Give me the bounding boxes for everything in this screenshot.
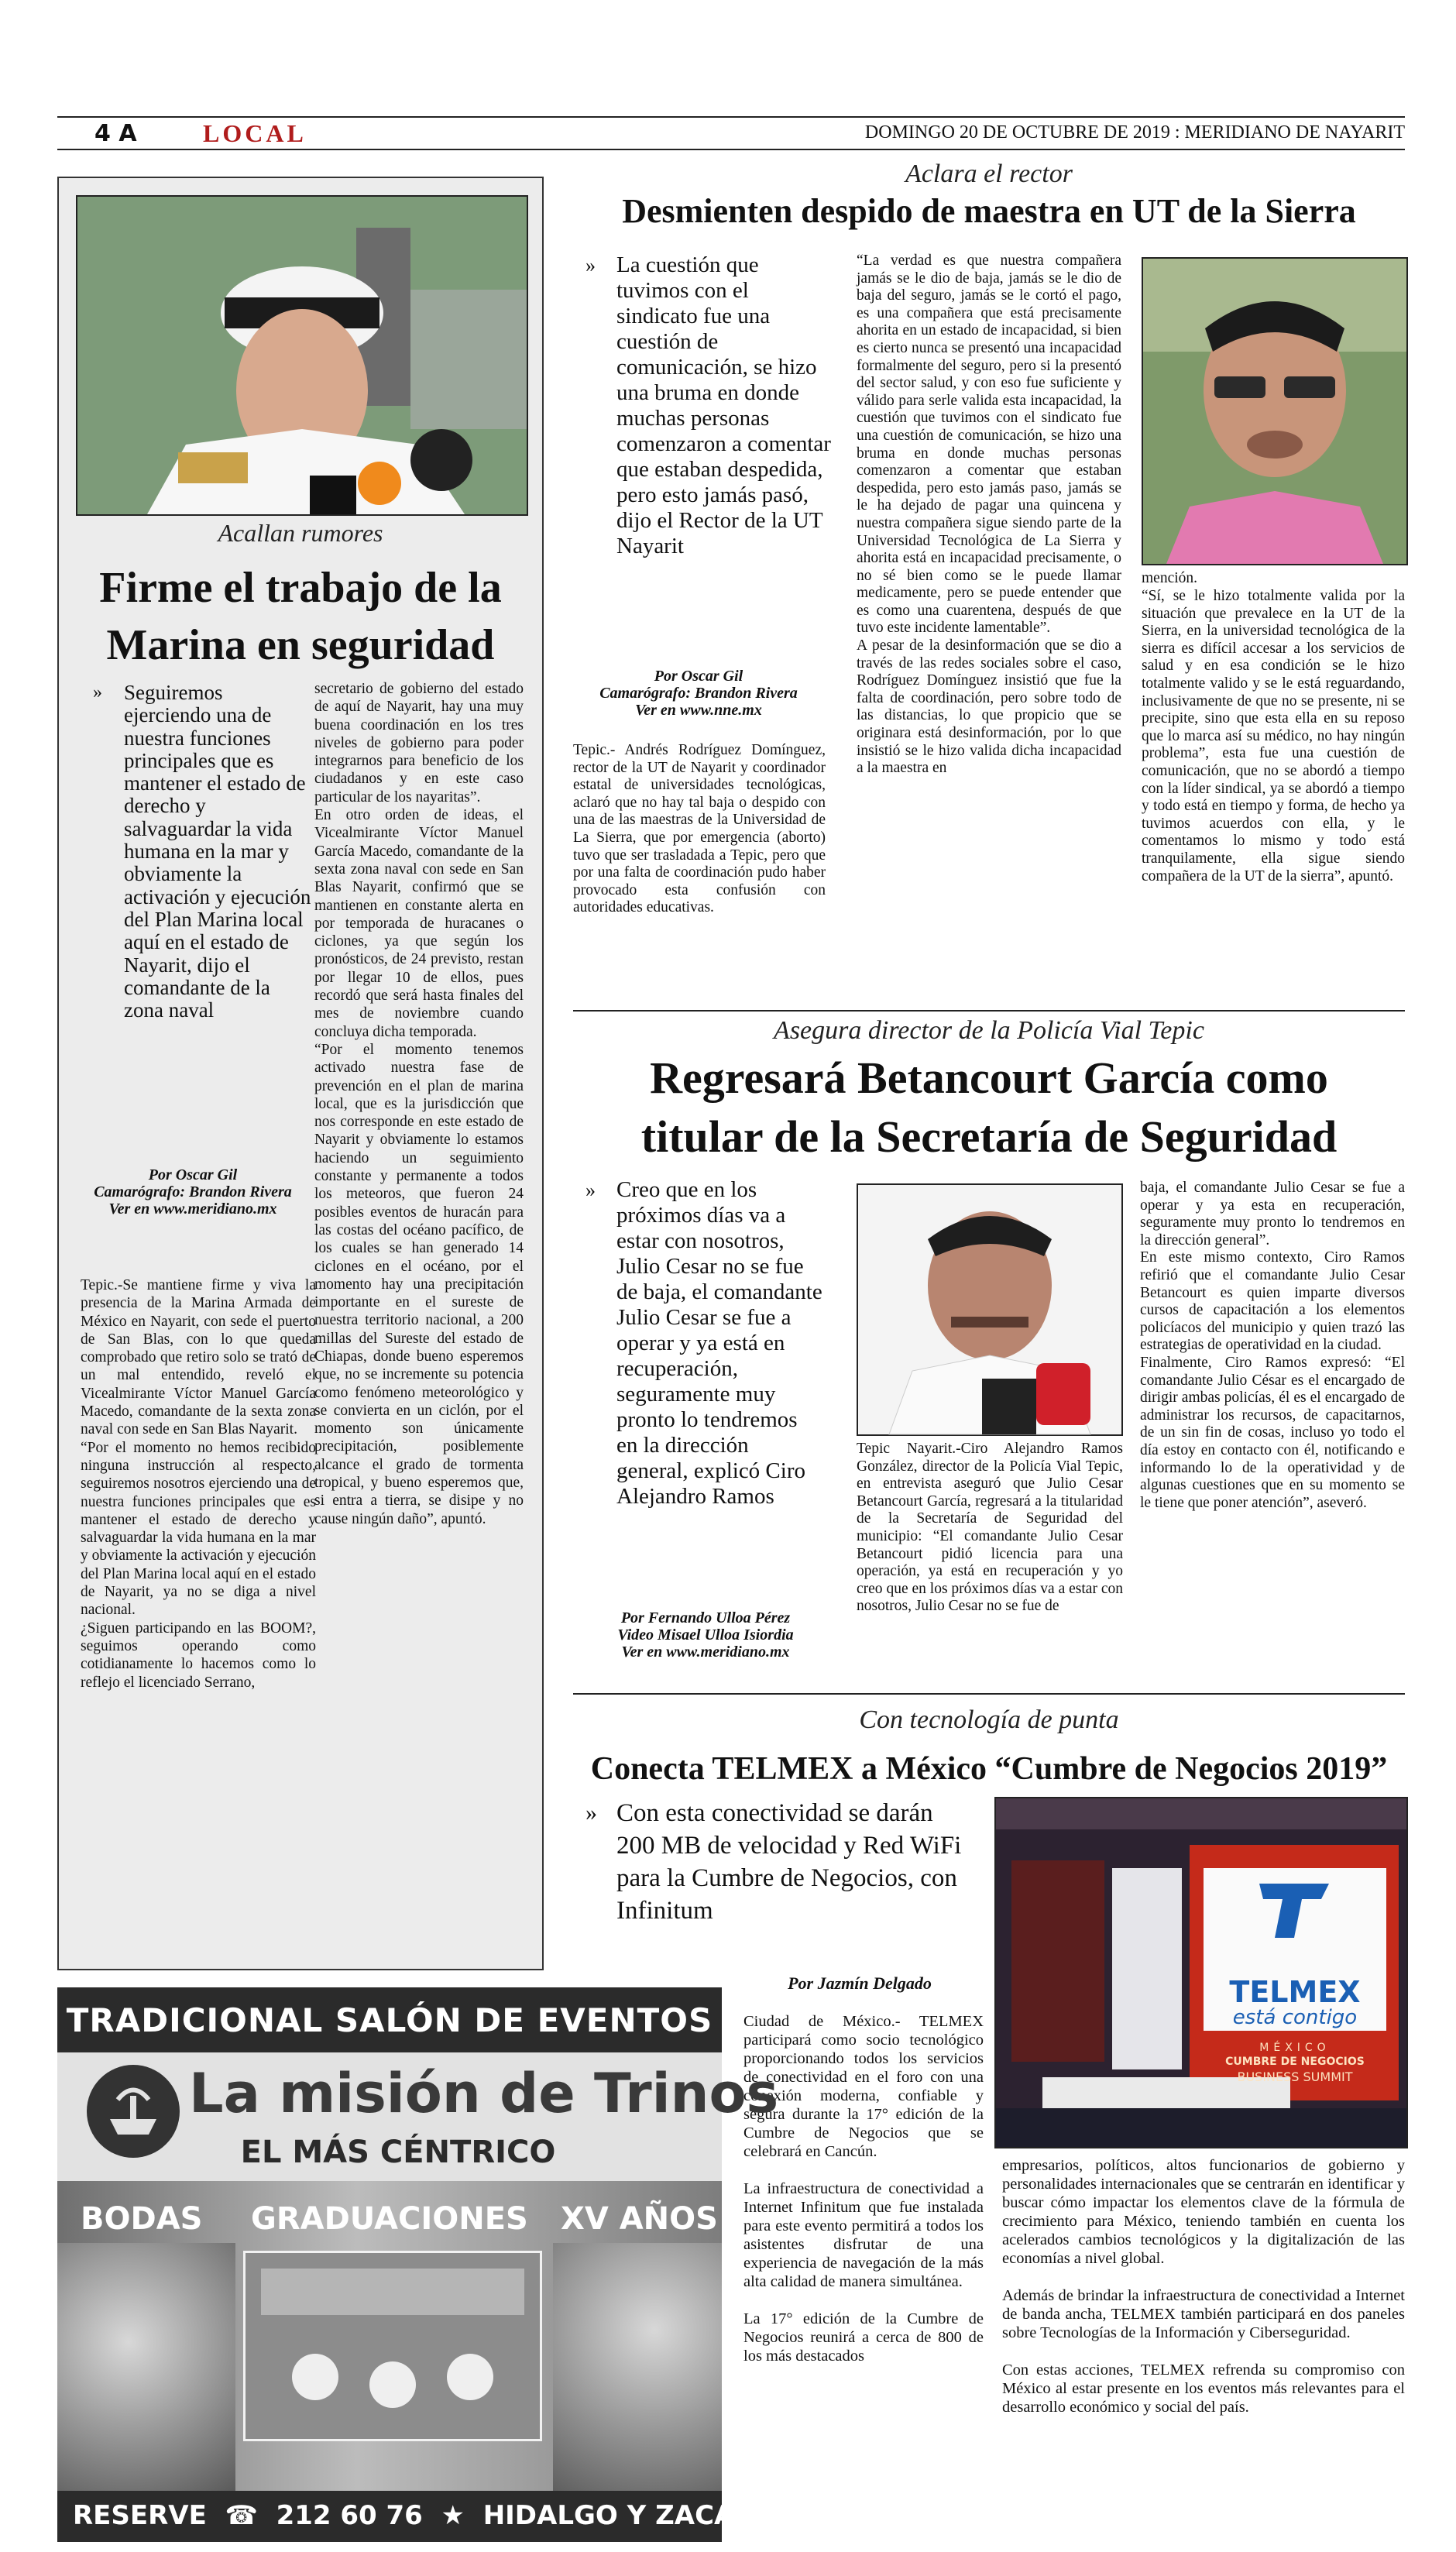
ut-divider (573, 1010, 1405, 1012)
marina-byline-link: Ver en www.meridiano.mx (108, 1200, 277, 1218)
dateline: DOMINGO 20 DE OCTUBRE DE 2019 : MERIDIANO DE NAYARIT (864, 122, 1405, 143)
ut-body-right: “Sí, se le hizo totalmente valida por la situación que prevalece en la UT de la Sierra, en la universidad tecnológica de la sierra es difícil accesar a los servicios de salud y en esa condición se le hizo totalmente valido y se le está reguardando, inclusivamente de que no se presente, ni se precipite, sino que esta ella en su reposo que lo marca así su médico, no hay ningún problema”, esta fue una cuestión de comunicación, que no se abordó a tiempo con la líder sindical, ya se abordó a tiempo y todo está en tiempo y forma, de hecho ya tuvimos acuerdos con ella, y le comentamos lo mismo y todo está tranquilamente, ella sigue siendo compañera de la UT de la sierra”, apuntó. (1142, 588, 1405, 884)
vial-lead (585, 1177, 822, 1510)
telmex-byline: Por Jazmín Delgado (788, 1973, 932, 1993)
ut-kicker: Aclara el rector (905, 160, 1073, 188)
ad-couple-photo (57, 2243, 235, 2491)
ad-quinceanera-photo (553, 2243, 722, 2491)
vial-byline-author: Por Fernando Ulloa Pérez (620, 1609, 791, 1626)
vial-photo (857, 1183, 1123, 1436)
ad-category-xv: XV AÑOS (561, 2201, 718, 2237)
ad-address: HIDALGO Y ZACATECAS (482, 2500, 827, 2531)
marina-body-left: Tepic.-Se mantiene firme y viva la presencia de la Marina Armada de México en Nayarit, con sede el puerto de San Blas, con lo que queda comprobado que retiro solo se trató de un mal entendido, reveló el Vicealmirante Víctor Manuel García Macedo, comandante de la sexta zona naval con sede en San Blas Nayarit. “Por el momento no hemos recibido ninguna instrucción al respecto, seguiremos nosotros ejerciendo una de nuestra funciones principales que es mantener el estado de derecho y salvaguardar la vida humana en la mar y obviamente la activación y ejecución del Plan Marina local aquí en el estado de Nayarit, ya no se diga a nivel nacional. ¿Siguen participando en las BOOM?, seguimos operando como cotidianamente lo hacemos como lo reflejo el licenciado Serrano, (81, 1277, 316, 1691)
phone-icon: ☎ (215, 2500, 267, 2531)
fountain-icon (87, 2065, 180, 2158)
bullet-icon: » (585, 1800, 597, 1826)
telmex-lead-text: Con esta conectividad se darán 200 MB de velocidad y Red WiFi para la Cumbre de Negocios, con Infinitum (616, 1799, 962, 1925)
vial-body-right: baja, el comandante Julio Cesar se fue a operar y ya esta en recuperación, seguramente muy pronto lo tendremos en la dirección general”. En este mismo contexto, Ciro Ramos refirió que el comandante Julio Cesar Betancourt es quien imparte diversos cursos de capacitación a los elementos policíacos del municipio y quien trazó las estrategias de operatividad en la ciudad. Finalmente, Ciro Ramos expresó: “El comandante Julio César es el encargado de dirigir ambas policías, él es el encargado de administrar los recursos, de capacitarnos, de un sin fin de cosas, incluso yo todo el día estoy en contacto con él, notificando e informando lo de la operatividad y de algunas cuestiones que en su momento se le tiene que poner atención”, aseveró. (1140, 1180, 1405, 1511)
page-number: 4 A (94, 120, 137, 147)
vial-byline-link: Ver en www.meridiano.mx (621, 1644, 790, 1661)
ut-body-mid: “La verdad es que nuestra compañera jamás se le dio de baja, jamás se le dio de baja del seguro, jamás se le cortó el pago, es una compañera que está precisamente ahorita en un estado de incapacidad, si bien es cierto nunca se presentó una incapacidad formalmente del seguro, pero si la presentó del sector salud, y con eso fue suficiente y válido para serle valida esta incapacidad, la cuestión que tuvimos con el sindicato fue una cuestión de comunicación, se hizo una bruma en donde muchas personas comenzaron a comentar que estaban despedida, pero esto jamás paso, jamás se le ha dejado de pagar una quincena y nuestra compañera sigue siendo parte de la Universidad Tecnológica de La Sierra y ahorita está en incapacidad precisamente, o no sé bien como se le puede llamar medicamente, pero se puede entender que es como una cuarentena, después de que tuvo este incidente lamentable”. A pesar de la desinformación que se dio a través de las redes sociales sobre el caso, Rodríguez Domínguez insistió que fue la falta de coordinación, pero sobre todo de las distancias, lo que propicio que se originara está desinformación, por lo que insistió se le hizo valida dicha incapacidad a la maestra en (857, 252, 1121, 777)
marina-byline-author: Por Oscar Gil (148, 1166, 238, 1183)
star-icon: ★ (431, 2500, 474, 2531)
telmex-kicker: Con tecnología de punta (859, 1705, 1119, 1734)
ut-byline-link: Ver en www.nne.mx (635, 702, 762, 719)
marina-byline-camera: Camarógrafo: Brandon Rivera (94, 1183, 292, 1200)
ad-phone: 212 60 76 (276, 2500, 423, 2531)
top-rule (57, 116, 1405, 118)
ad-tagline: EL MÁS CÉNTRICO (240, 2135, 556, 2170)
salon-ad (57, 1987, 827, 2542)
section-label: LOCAL (203, 119, 307, 147)
ad-salon-name: La misión de Trinos (189, 2062, 779, 2125)
ut-body-left: Tepic.- Andrés Rodríguez Domínguez, rector de la UT de Nayarit y coordinador estatal de universidades tecnológicas, aclaró que no hay tal baja o despido con una de las maestras de la Universidad de La Sierra, que por emergencia (aborto) tuvo que ser trasladada a Tepic, pero que por una falta de coordinación pudo haber provocado esta confusión con autoridades educativas. (573, 742, 826, 916)
ut-byline-author: Por Oscar Gil (654, 668, 743, 685)
ad-reserve (73, 2500, 827, 2531)
telmex-body-left: Ciudad de México.- TELMEX participará como socio tecnológico proporcionando todos los servicios de conectividad en el foro con una conexión moderna, confiable y segura durante la 17° edición de la Cumbre de Negocios que se celebrará en Cancún. La infraestructura de conectividad a Internet Infinitum que fue instalada para este evento permitirá a todos los asistentes disfrutar de una experiencia de navegación de la más alta calidad de manera simultánea. La 17° edición de la Cumbre de Negocios reunirá a cerca de 800 de los más destacados (743, 2013, 984, 2365)
vial-headline: Regresará Betancourt García como titular de la Secretaría de Seguridad (640, 1053, 1338, 1162)
ut-byline (573, 668, 824, 719)
telmex-headline: Conecta TELMEX a México “Cumbre de Negocios 2019” (590, 1751, 1388, 1787)
marina-kicker: Acallan rumores (218, 519, 383, 547)
bullet-icon: » (585, 1179, 596, 1201)
ut-body-right-top: mención. (1142, 570, 1198, 586)
vial-lead-text: Creo que en los próximos días va a estar con nosotros, Julio Cesar no se fue de baja, el comandante Julio Cesar se fue a operar y ya está en recuperación, seguramente muy pronto lo tendremos en la dirección general, explicó Ciro Alejandro Ramos (616, 1177, 822, 1509)
telmex-lead (585, 1797, 973, 1927)
marina-body-right: secretario de gobierno del estado de aquí de Nayarit, hay una muy buena coordinación en los tres niveles de gobierno para poder integrarnos para beneficio de los ciudadanos y en este caso particular de los nayaritas”. En otro orden de ideas, el Vicealmirante Víctor Manuel García Macedo, comandante de la sexta zona naval con sede en San Blas Nayarit, confirmó que se mantienen en constante alerta en por temporada de huracanes o ciclones, ya que según los pronósticos, de 24 previsto, restan por llegar 10 de ellos, pues recordó que será hasta finales del mes de noviembre cuando concluya dicha temporada. “Por el momento tenemos activado nuestra fase de prevención en el plan de marina local, que es la jurisdicción que nos corresponde en este estado de Nayarit y obviamente lo estamos haciendo un seguimiento constante y permanente a todos los meteoros, que fueron 24 posibles eventos de huracán para las costas del océano pacífico, de los cuales se han generado 14 ciclones en el océano, por el momento hay una precipitación importante en el sureste de nuestra territorio nacional, a 200 millas del Sureste del estado de Chiapas, donde bueno esperemos que, no se incremente su potencia como fenómeno meteorológico y se convierta en un ciclón, por el momento son únicamente precipitación, posiblemente alcance el grado de tormenta tropical, y bueno esperemos que, si entra a tierra, se disipe y no cause ningún daño”, apuntó. (314, 681, 524, 1527)
telmex-photo-event2: BUSINESS SUMMIT (1237, 2069, 1353, 2084)
vial-body-mid: Tepic Nayarit.-Ciro Alejandro Ramos González, director de la Policía Vial Tepic, en entrevista aseguró que Julio Cesar Betancourt García, regresará a la titularidad de la Secretaría de Seguridad del municipio: “El comandante Julio Cesar Betancourt pidió licencia para una operación, ya está en recuperación y yo creo que en los próximos días va a estar con nosotros, Julio Cesar no se fue de (857, 1441, 1123, 1615)
telmex-photo-country: MÉXICO (1259, 2042, 1331, 2054)
ut-byline-camera: Camarógrafo: Brandon Rivera (599, 685, 798, 702)
telmex-photo (994, 1797, 1408, 2148)
ad-reserve-label: RESERVE (73, 2500, 207, 2531)
vial-byline (578, 1609, 833, 1661)
bullet-icon: » (93, 682, 102, 702)
telmex-photo-slogan: está contigo (1232, 2006, 1358, 2029)
vial-byline-video: Video Misael Ulloa Isiordia (617, 1626, 794, 1644)
marina-article (57, 177, 544, 1970)
ad-venue-photo (243, 2251, 542, 2441)
ut-lead (585, 252, 833, 559)
ad-category-graduaciones: GRADUACIONES (251, 2201, 528, 2237)
telmex-photo-event: CUMBRE DE NEGOCIOS (1225, 2056, 1365, 2068)
marina-byline (81, 1166, 305, 1218)
vial-divider (573, 1693, 1405, 1695)
marina-photo (76, 195, 528, 516)
ut-headline: Desmienten despido de maestra en UT de la Sierra (622, 192, 1356, 230)
ut-lead-text: La cuestión que tuvimos con el sindicato fue una cuestión de comunicación, se hizo una bruma en donde muchas personas comenzaron a comentar que estaban despedida, pero esto jamás pasó, dijo el Rector de la UT Nayarit (616, 252, 831, 558)
telmex-photo-brand: TELMEX (1229, 1975, 1361, 2009)
telmex-body-right: empresarios, políticos, altos funcionarios de gobierno y personalidades internacionales que se centrarán en identificar y buscar cómo impactar los elementos clave de la fórmula de crecimiento para México, teniendo también en cuenta los acelerados cambios tecnológicos y la digitalización de las economías a nivel global. Además de brindar la infraestructura de conectividad a Internet de banda ancha, TELMEX también participará en dos paneles sobre Tecnologías de la Información y Ciberseguridad. Con estas acciones, TELMEX refrenda su compromiso con México al estar presente en los eventos más relevantes para el desarrollo económico y social del país. (1002, 2157, 1405, 2416)
marina-headline: Firme el trabajo de la Marina en seguridad (99, 564, 502, 669)
vial-kicker: Asegura director de la Policía Vial Tepic (774, 1016, 1204, 1045)
marina-lead (93, 682, 314, 1022)
bullet-icon: » (585, 254, 596, 276)
ad-category-bodas: BODAS (81, 2201, 203, 2237)
ut-photo (1142, 257, 1408, 565)
marina-lead-text: Seguiremos ejerciendo una de nuestra funciones principales que es mantener el estado de derecho y salvaguardar la vida humana en la mar y obviamente la activación y ejecución del Plan Marina local aquí en el estado de Nayarit, dijo el comandante de la zona naval (124, 681, 311, 1022)
header-rule (57, 149, 1405, 150)
ad-top-text: TRADICIONAL SALÓN DE EVENTOS (66, 2001, 713, 2039)
